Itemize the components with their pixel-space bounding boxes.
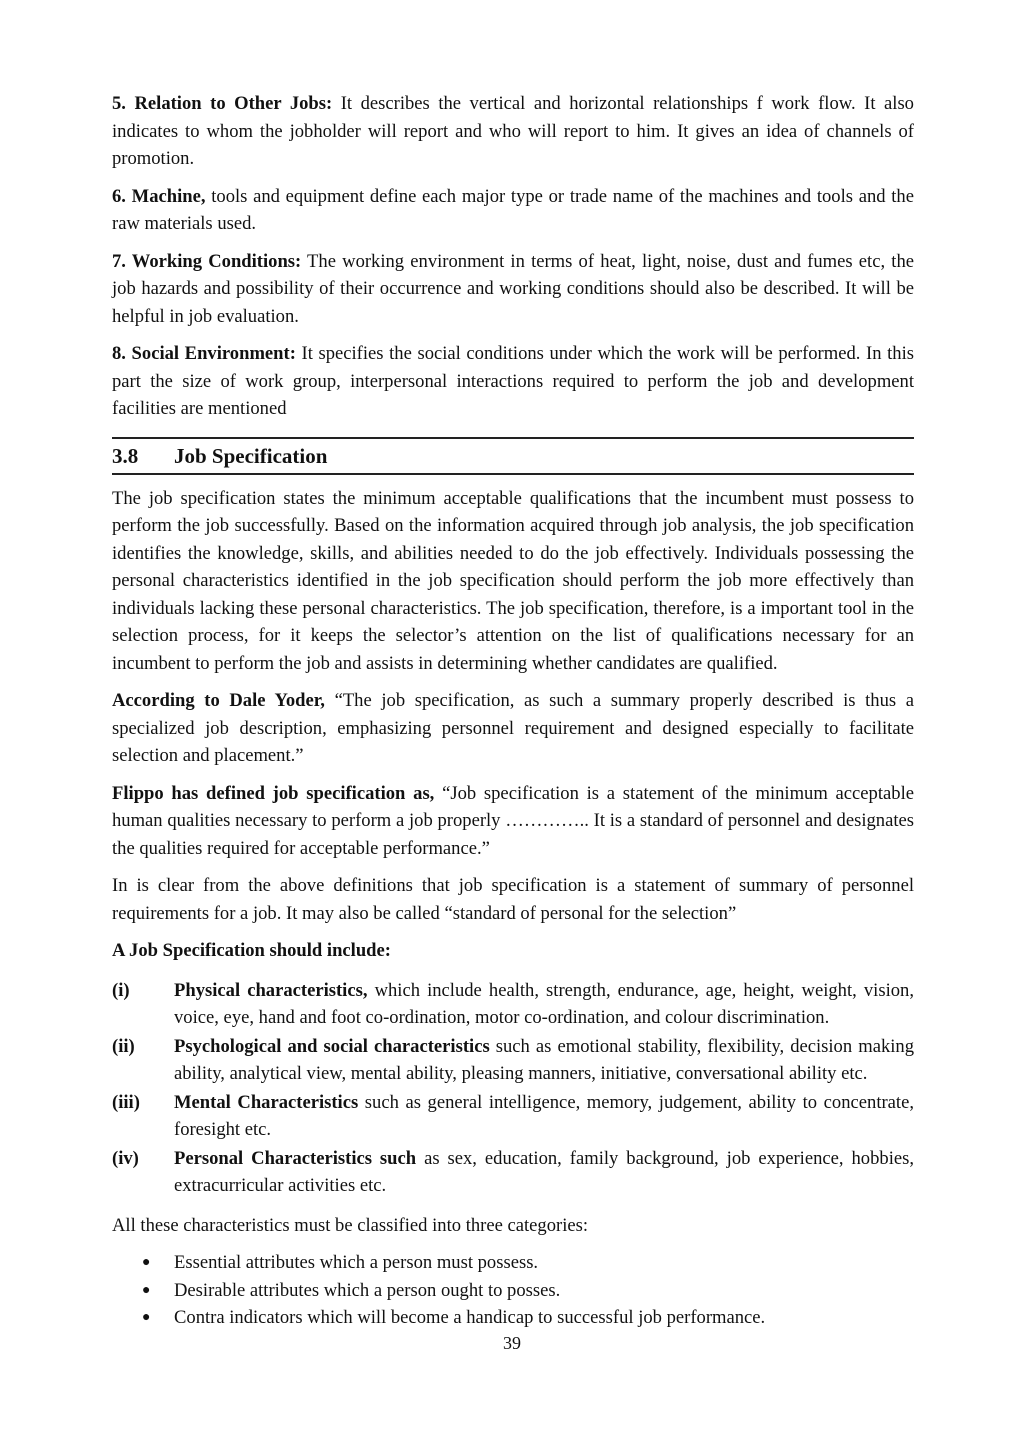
list-item [112,977,914,1032]
bullet-item [112,1249,914,1277]
para-lead: 6. Machine, [112,185,206,207]
section-title: Job Specification [174,443,328,468]
list-lead: Physical characteristics, [174,979,368,1001]
section-number: 3.8 [112,443,139,468]
page-number: 39 [503,1333,521,1353]
para-lead: 8. Social Environment: [112,343,296,364]
para-text: tools and equipment define each major type or trade name of the machines and tools and the raw materials used. [112,185,914,234]
list-text: as sex, education, family background, job experience, hobbies, extracurricular activities etc. [174,1147,914,1196]
quote-lead: Flippo has defined job specification as, [112,782,435,804]
list-marker: (i) [112,979,130,1001]
para-text: It specifies the social conditions under which the work will be performed. In this part the size of work group, interpersonal interactions required to perform the job and development facilities are mentioned [112,343,914,419]
paragraph-working-conditions [112,248,914,331]
bullet-item [112,1277,914,1305]
list-text: such as emotional stability, flexibility, decision making ability, analytical view, mental ability, pleasing manners, initiative, conversational ability etc. [174,1035,915,1084]
intro-paragraph: The job specification states the minimum acceptable qualifications that the incumbent must possess to perform the job successfully. Based on the information acquired through job analysis, the job specification identifies the knowledge, skills, and abilities needed to do the job effectively. Individuals possessing the personal characteristics identified in the job specification should perform the job more effectively than individuals lacking these personal characteristics. The job specification, therefore, is a important tool in the selection process, for it keeps the selector’s attention on the list of qualifications necessary for an incumbent to perform the job and assists in determining whether candidates are qualified. [112,487,914,674]
conclusion-paragraph: In is clear from the above definitions that job specification is a statement of summary of personnel requirements for a job. It may also be called “standard of personal for the selection” [112,875,914,924]
bullet-item [112,1304,914,1332]
categories-list [112,1249,914,1332]
bullet-icon: ● [142,1310,151,1325]
quote-lead: According to Dale Yoder, [112,690,325,711]
list-text: such as general intelligence, memory, judgement, ability to concentrate, foresight etc. [174,1091,914,1140]
quote-text: “The job specification, as such a summary properly described is thus a specialized job description, emphasizing personnel requirement and designed especially to facilitate selection and placement.” [112,690,915,766]
categories-intro: All these characteristics must be classified into three categories: [112,1214,589,1236]
para-lead: 7. Working Conditions: [112,250,302,272]
list-marker: (ii) [112,1035,135,1057]
list-lead: Personal Characteristics such [174,1147,417,1169]
bullet-text: Essential attributes which a person must possess. [174,1252,539,1273]
list-item [112,1033,914,1088]
list-lead: Psychological and social characteristics [174,1035,490,1057]
include-list [112,977,914,1200]
quote-flippo [112,780,914,863]
bullet-text: Contra indicators which will become a handicap to successful job performance. [174,1307,766,1328]
list-item [112,1145,914,1200]
list-item [112,1089,914,1144]
include-heading: A Job Specification should include: [112,940,391,961]
page-content [112,90,914,1332]
list-body [174,977,914,1032]
list-body [174,1089,914,1144]
section-rule-bottom [112,473,914,475]
paragraph-relation-to-other-jobs [112,90,914,173]
list-body [174,1145,914,1200]
bullet-text: Desirable attributes which a person ought to posses. [174,1279,561,1301]
list-text: which include health, strength, endurance, age, height, weight, vision, voice, eye, hand and foot co-ordination, motor co-ordination, and colour discrimination. [174,979,914,1028]
para-text: It describes the vertical and horizontal relationships f work flow. It also indicates to whom the jobholder will report and who will report to him. It gives an idea of channels of promotion. [112,93,914,169]
list-body [174,1033,914,1088]
para-lead: 5. Relation to Other Jobs: [112,93,333,114]
section-heading [112,439,914,473]
paragraph-machine [112,183,914,238]
quote-text: “Job specification is a statement of the minimum acceptable human qualities necessary to perform a job properly ………….. It is a standard of personnel and designates the qualities required for acceptable performance.” [112,782,914,859]
quote-dale-yoder [112,687,914,770]
bullet-icon: ● [142,1282,151,1298]
paragraph-social-environment [112,340,914,423]
list-marker: (iv) [112,1147,139,1169]
para-text: The working environment in terms of heat, light, noise, dust and fumes etc, the job hazards and possibility of their occurrence and working conditions should also be described. It will be helpful in job evaluation. [112,250,914,327]
bullet-icon: ● [142,1255,151,1270]
list-lead: Mental Characteristics [174,1091,359,1113]
list-marker: (iii) [112,1091,140,1113]
